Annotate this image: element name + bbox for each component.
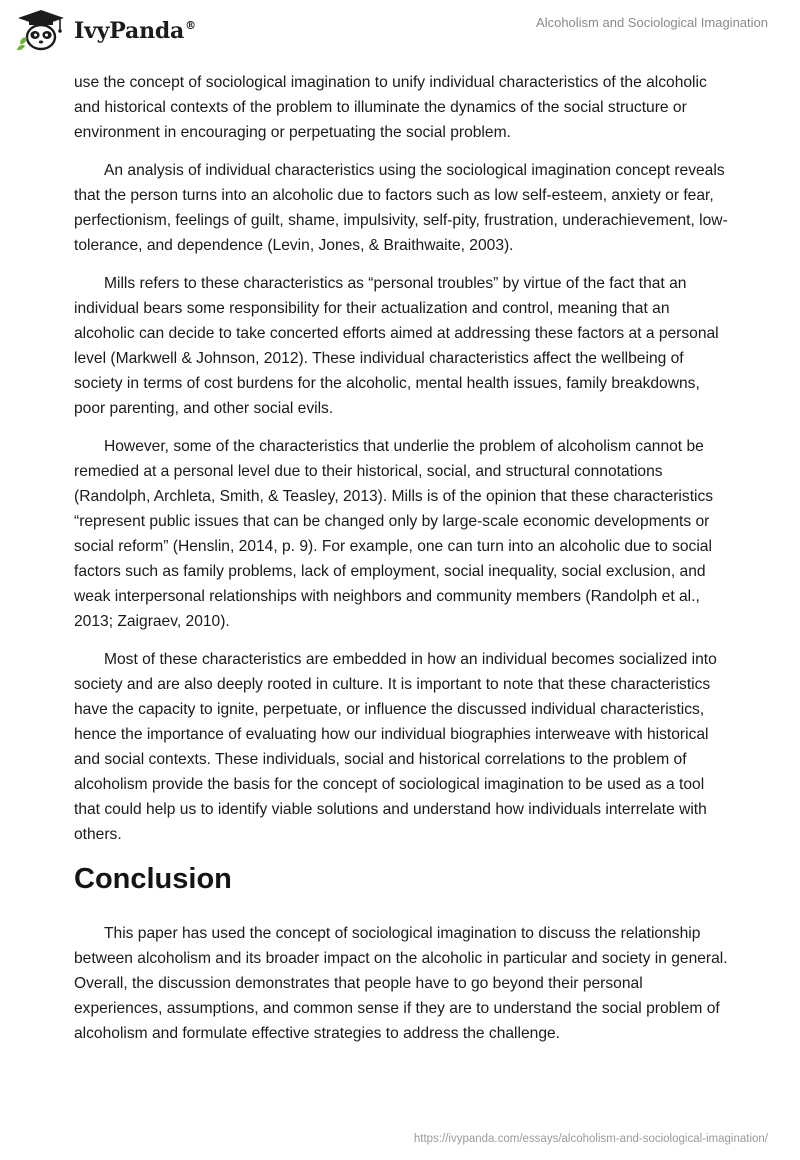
paragraph: Most of these characteristics are embedded in how an individual becomes socialized into society and are also deeply rooted in culture. It is important to note that these characteristics have the capacity to ignite, perpetuate, or influence the discussed individual characteristics, hence the importance of evaluating how our individual biographies interweave with historical and social contexts. These individuals, social and historical correlations to the problem of alcoholism provide the basis for the concept of sociological imagination to be used as a tool that could help us to identify viable solutions and understand how individuals interrelate with others. (74, 651, 717, 843)
ivypanda-logo[interactable] (14, 8, 196, 52)
page-header (0, 0, 800, 60)
paragraph: However, some of the characteristics that underlie the problem of alcoholism cannot be remedied at a personal level due to their historical, social, and structural connotations (Randolph, Archleta, Smith, & Teasley, 2013). Mills is of the opinion that these characteristics “represent public issues that can be changed only by large-scale economic developments or social reform” (Henslin, 2014, p. 9). For example, one can turn into an alcoholic due to social factors such as family problems, lack of employment, social inequality, social exclusion, and weak interpersonal relationships with neighbors and community members (Randolph et al., 2013; Zaigraev, 2010). (74, 438, 714, 630)
conclusion-paragraph: This paper has used the concept of sociological imagination to discuss the relationship between alcoholism and its broader impact on the alcoholic in particular and society in general. Overall, the discussion demonstrates that people have to go beyond their personal experiences, assumptions, and common sense if they are to understand the social problem of alcoholism and formulate effective strategies to address the challenge. (74, 925, 728, 1042)
document-title: Alcoholism and Sociological Imagination (536, 15, 768, 30)
paragraph: An analysis of individual characteristics using the sociological imagination concept reveals that the person turns into an alcoholic due to factors such as low self-esteem, anxiety or fear, perfectionism, feelings of guilt, shame, impulsivity, self-pity, frustration, underachievement, low-tolerance, and dependence (Levin, Jones, & Braithwaite, 2003). (74, 162, 728, 254)
brand-name: IvyPanda® (74, 18, 196, 44)
paragraph: use the concept of sociological imagination to unify individual characteristics of the alcoholic and historical contexts of the problem to illuminate the dynamics of the social structure or environment in encouraging or perpetuating the social problem. (74, 74, 707, 141)
conclusion-heading: Conclusion (74, 863, 232, 895)
paragraph: Mills refers to these characteristics as “personal troubles” by virtue of the fact that an individual bears some responsibility for their actualization and control, meaning that an alcoholic can decide to take concerted efforts aimed at addressing these factors at a personal level (Markwell & Johnson, 2012). These individual characteristics affect the wellbeing of society in terms of cost burdens for the alcoholic, mental health issues, family breakdowns, poor parenting, and other social evils. (74, 275, 719, 417)
essay-body (74, 70, 734, 1059)
source-url[interactable]: https://ivypanda.com/essays/alcoholism-and-sociological-imagination/ (413, 1133, 768, 1145)
panda-graduate-icon (14, 8, 68, 52)
